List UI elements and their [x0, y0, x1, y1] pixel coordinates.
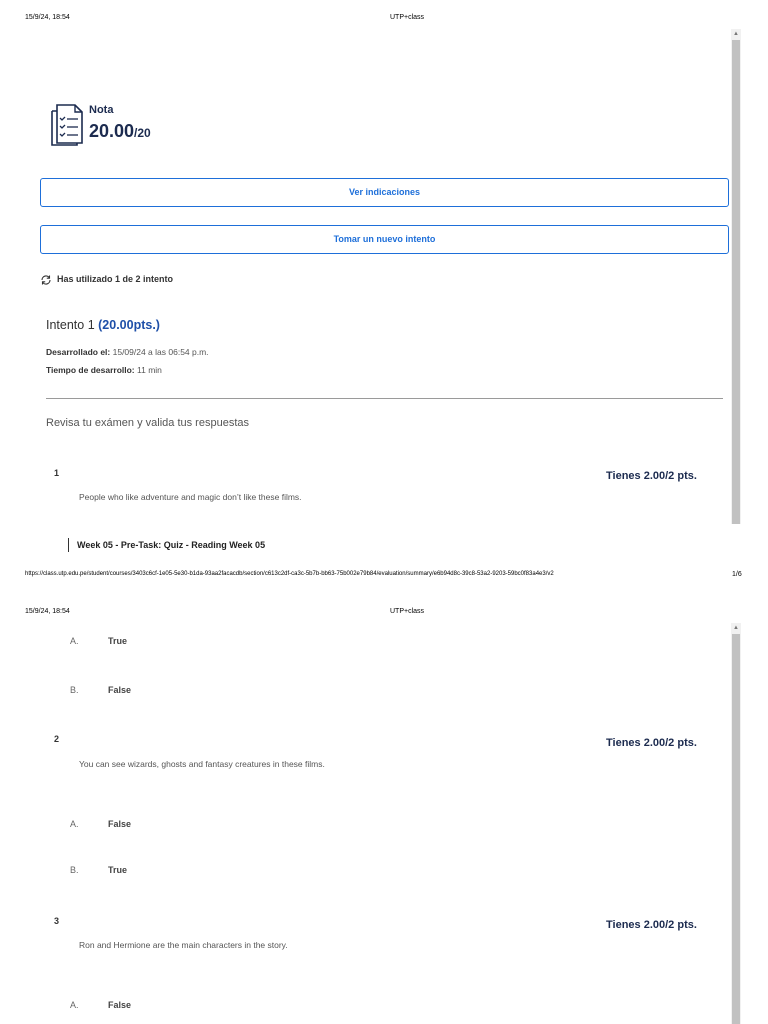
option-text: True — [108, 865, 128, 875]
grade-document-icon — [49, 101, 85, 147]
developed-label: Desarrollado el: — [46, 347, 111, 357]
developed-value: 15/09/24 a las 06:54 p.m. — [110, 347, 209, 357]
section-divider — [46, 398, 723, 399]
option-letter: A. — [70, 819, 79, 829]
print-header-datetime: 15/9/24, 18:54 — [25, 608, 70, 615]
page2-scrollbar[interactable] — [731, 623, 741, 1024]
option-text: True — [108, 636, 128, 646]
print-footer-page: 1/6 — [732, 571, 742, 578]
grade-value: 20.00 — [89, 121, 135, 141]
answer-option[interactable] — [70, 860, 127, 878]
option-text: False — [108, 1000, 132, 1010]
print-header-title: UTP+class — [390, 14, 425, 21]
answer-option[interactable] — [70, 995, 131, 1013]
development-time — [46, 365, 162, 375]
question-score: Tienes 2.00/2 pts. — [606, 737, 697, 749]
review-text: Revisa tu exámen y valida tus respuestas — [46, 417, 249, 429]
ver-indicaciones-button[interactable]: Ver indicaciones — [40, 178, 729, 207]
page1-scrollbar[interactable] — [731, 29, 741, 524]
option-letter: B. — [70, 865, 79, 875]
question-number: 1 — [54, 468, 60, 478]
option-letter: A. — [70, 1000, 79, 1010]
time-label: Tiempo de desarrollo: — [46, 365, 135, 375]
question-text: Ron and Hermione are the main characters in the story. — [79, 940, 288, 950]
attempt-score: (20.00pts.) — [98, 318, 160, 332]
nuevo-intento-button[interactable]: Tomar un nuevo intento — [40, 225, 729, 254]
grade-total: /20 — [134, 126, 151, 140]
question-score: Tienes 2.00/2 pts. — [606, 919, 697, 931]
option-letter: A. — [70, 636, 79, 646]
developed-date — [46, 347, 209, 357]
attempts-info — [40, 273, 173, 285]
answer-option[interactable] — [70, 814, 131, 832]
answer-option[interactable] — [70, 631, 127, 649]
attempt-title — [46, 318, 160, 332]
refresh-icon — [40, 273, 52, 285]
scroll-thumb[interactable] — [732, 40, 740, 524]
grade-label: Nota — [89, 104, 114, 116]
attempts-text: Has utilizado 1 de 2 intento — [57, 274, 174, 284]
scroll-thumb[interactable] — [732, 634, 740, 1024]
grade-score — [89, 121, 151, 142]
scroll-up-icon[interactable]: ▲ — [733, 625, 739, 631]
question-text: You can see wizards, ghosts and fantasy creatures in these films. — [79, 759, 325, 769]
answer-option[interactable] — [70, 680, 131, 698]
option-letter: B. — [70, 685, 79, 695]
print-footer-url: https://class.utp.edu.pe/student/courses/3403c6cf-1e05-5e30-b1da-93aa2facacdb/section/c613c2df-ca3c-5b7b-bb63-75b002e79b84/evaluation/summary/e6b94d8c-39c8-53a2-9203-59bc0f83a4e3/v2 — [25, 571, 554, 577]
time-value: 11 min — [134, 365, 162, 375]
question-score: Tienes 2.00/2 pts. — [606, 470, 697, 482]
print-header-title: UTP+class — [390, 608, 425, 615]
print-header-datetime: 15/9/24, 18:54 — [25, 14, 70, 21]
footer-breadcrumb: Week 05 - Pre-Task: Quiz - Reading Week 05 — [68, 538, 265, 552]
option-text: False — [108, 819, 132, 829]
question-number: 3 — [54, 916, 60, 926]
question-number: 2 — [54, 734, 60, 744]
option-text: False — [108, 685, 132, 695]
attempt-title-prefix: Intento 1 — [46, 318, 99, 332]
question-text: People who like adventure and magic don’t like these films. — [79, 492, 302, 502]
scroll-up-icon[interactable]: ▲ — [733, 31, 739, 37]
